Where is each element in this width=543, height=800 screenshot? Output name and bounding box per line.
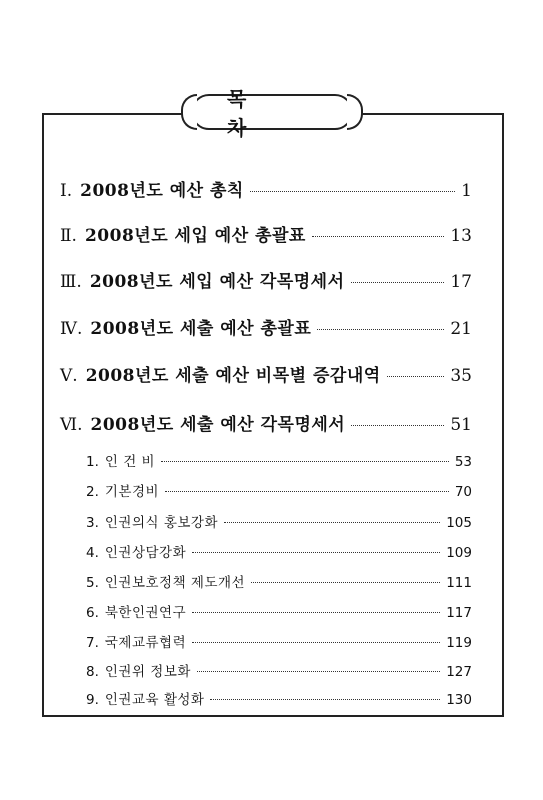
section-number: Ⅵ. (60, 415, 83, 435)
dot-leader (192, 552, 440, 553)
section-label: 2008년도 세출 예산 비목별 증감내역 (85, 366, 381, 386)
toc-subsection-7[interactable] (86, 631, 472, 651)
subsection-label: 북한인권연구 (104, 605, 187, 621)
subsection-page: 53 (454, 454, 472, 470)
subsection-page: 70 (454, 484, 472, 500)
dot-leader (165, 491, 449, 492)
section-number: Ⅳ. (60, 319, 83, 339)
toc-subsection-5[interactable] (86, 571, 472, 591)
subsection-page: 105 (446, 515, 472, 531)
dot-leader (312, 236, 445, 237)
toc-subsection-4[interactable] (86, 541, 472, 561)
subsection-number: 2. (86, 484, 99, 500)
section-number: Ⅲ. (60, 272, 82, 292)
toc-section-2[interactable] (60, 221, 472, 246)
dot-leader (251, 582, 440, 583)
dot-leader (197, 671, 440, 672)
subsection-number: 7. (86, 635, 99, 651)
toc-section-1[interactable] (60, 176, 472, 201)
section-page: 51 (450, 415, 472, 435)
toc-subsection-3[interactable] (86, 511, 472, 531)
dot-leader (224, 522, 440, 523)
toc-section-3[interactable] (60, 267, 472, 292)
subsection-page: 127 (446, 664, 472, 680)
dot-leader (317, 329, 444, 330)
subsection-label: 국제교류협력 (104, 635, 187, 651)
dot-leader (250, 191, 455, 192)
toc-subsection-2[interactable] (86, 480, 472, 500)
subsection-page: 119 (446, 635, 472, 651)
subsection-label: 인권보호정책 제도개선 (104, 575, 246, 591)
section-number: Ⅱ. (60, 226, 77, 246)
toc-subsection-6[interactable] (86, 601, 472, 621)
subsection-number: 9. (86, 692, 99, 708)
toc-section-6[interactable] (60, 410, 472, 435)
subsection-label: 인권교육 활성화 (104, 692, 205, 708)
section-label: 2008년도 세입 예산 각목명세서 (89, 272, 345, 292)
dot-leader (351, 425, 444, 426)
section-page: 35 (450, 366, 472, 386)
dot-leader (192, 612, 440, 613)
dot-leader (161, 461, 449, 462)
section-number: Ⅰ. (60, 181, 73, 201)
subsection-number: 4. (86, 545, 99, 561)
subsection-page: 111 (446, 575, 472, 591)
subsection-number: 8. (86, 664, 99, 680)
section-page: 1 (461, 181, 472, 201)
section-label: 2008년도 예산 총칙 (80, 181, 244, 201)
section-page: 13 (450, 226, 472, 246)
section-label: 2008년도 세출 예산 각목명세서 (90, 415, 346, 435)
section-number: Ⅴ. (60, 366, 78, 386)
toc-section-5[interactable] (60, 361, 472, 386)
section-label: 2008년도 세출 예산 총괄표 (90, 319, 312, 339)
toc-section-4[interactable] (60, 314, 472, 339)
section-page: 21 (450, 319, 472, 339)
dot-leader (351, 282, 445, 283)
toc-subsection-9[interactable] (86, 688, 472, 708)
subsection-number: 5. (86, 575, 99, 591)
subsection-page: 109 (446, 545, 472, 561)
subsection-number: 3. (86, 515, 99, 531)
section-page: 17 (450, 272, 472, 292)
section-label: 2008년도 세입 예산 총괄표 (84, 226, 306, 246)
dot-leader (192, 642, 440, 643)
dot-leader (387, 376, 445, 377)
dot-leader (210, 699, 440, 700)
toc-title: 목 차 (227, 87, 281, 140)
subsection-number: 6. (86, 605, 99, 621)
subsection-page: 117 (446, 605, 472, 621)
subsection-page: 130 (446, 692, 472, 708)
subsection-label: 인권위 정보화 (104, 664, 191, 680)
subsection-number: 1. (86, 454, 99, 470)
subsection-label: 인 건 비 (104, 454, 156, 470)
toc-subsection-1[interactable] (86, 450, 472, 470)
toc-subsection-8[interactable] (86, 660, 472, 680)
subsection-label: 기본경비 (104, 484, 160, 500)
subsection-label: 인권의식 홍보강화 (104, 515, 219, 531)
toc-title-box (191, 87, 353, 140)
subsection-label: 인권상담강화 (104, 545, 187, 561)
